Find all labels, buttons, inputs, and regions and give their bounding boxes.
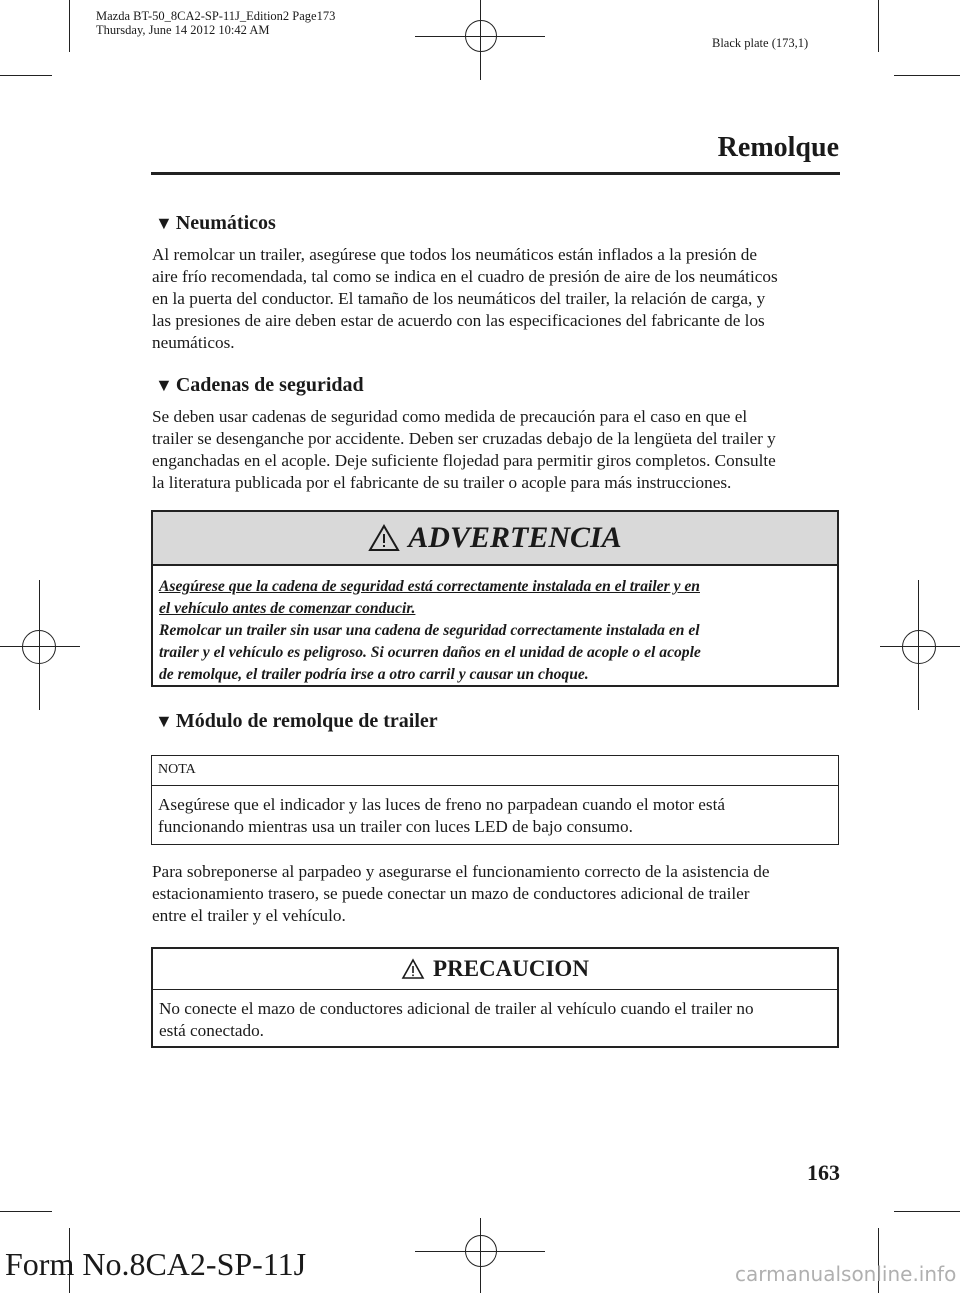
heading-text: Neumáticos: [175, 212, 276, 234]
warning-line: de remolque, el trailer podría irse a otro carril y causar un choque.: [159, 666, 589, 683]
warning-underlined-line: el vehículo antes de comenzar conducir.: [159, 600, 416, 617]
note-line: funcionando mientras usa un trailer con luces LED de bajo consumo.: [158, 817, 633, 836]
note-title: NOTA: [152, 756, 838, 786]
warning-box: [151, 510, 839, 687]
note-box: [151, 755, 839, 845]
caution-body: [153, 990, 837, 1042]
text-line: la literatura publicada por el fabricante de su trailer o acople para más instrucciones.: [152, 473, 732, 492]
note-body: [152, 786, 838, 838]
text-line: en la puerta del conductor. El tamaño de los neumáticos del trailer, la relación de carga, y: [152, 289, 766, 308]
heading-text: Cadenas de seguridad: [175, 374, 364, 396]
text-line: Para sobreponerse al parpadeo y asegurarse el funcionamiento correcto de la asistencia de: [152, 862, 770, 881]
text-line: trailer se desenganche por accidente. Deben ser cruzadas debajo de la lengüeta del trailer y: [152, 429, 776, 448]
registration-mark-bottom: [415, 1218, 545, 1293]
registration-mark-right: [880, 580, 960, 710]
warning-title: ADVERTENCIA: [408, 521, 622, 554]
warning-line: trailer y el vehículo es peligroso. Si ocurren daños en el unidad de acople o el acople: [159, 644, 701, 661]
warning-underlined-line: Asegúrese que la cadena de seguridad está correctamente instalada en el trailer y en: [159, 578, 700, 595]
text-line: Se deben usar cadenas de seguridad como medida de precaución para el caso en que el: [152, 407, 748, 426]
text-line: neumáticos.: [152, 333, 235, 352]
form-number: Form No.8CA2-SP-11J: [5, 1246, 307, 1282]
warning-triangle-icon: [368, 524, 400, 552]
section-title: Remolque: [717, 132, 839, 163]
text-line: aire frío recomendada, tal como se indica en el cuadro de presión de aire de los neumáticos: [152, 267, 778, 286]
watermark: carmanualsonline.info: [735, 1262, 957, 1286]
text-line: estacionamiento trasero, se puede conectar un mazo de conductores adicional de trailer: [152, 884, 750, 903]
down-triangle-icon: ▼: [155, 213, 173, 233]
registration-mark-top: [415, 0, 545, 80]
down-triangle-icon: ▼: [155, 375, 173, 395]
plate-label: Black plate (173,1): [712, 36, 809, 50]
caution-line: No conecte el mazo de conductores adicional de trailer al vehículo cuando el trailer no: [159, 999, 754, 1018]
caution-header: [153, 949, 837, 990]
warning-line: Remolcar un trailer sin usar una cadena de seguridad correctamente instalada en el: [159, 622, 700, 639]
print-date-line: Thursday, June 14 2012 10:42 AM: [96, 23, 270, 37]
page-number: 163: [807, 1160, 840, 1185]
paragraph-neumaticos: [152, 244, 842, 354]
registration-mark-left: [0, 580, 80, 710]
text-line: entre el trailer y el vehículo.: [152, 906, 346, 925]
paragraph-cadenas: [152, 406, 842, 494]
warning-body: [153, 566, 837, 686]
caution-line: está conectado.: [159, 1021, 264, 1040]
heading-text: Módulo de remolque de trailer: [175, 710, 438, 732]
heading-neumaticos: [155, 212, 276, 235]
print-file-line: Mazda BT-50_8CA2-SP-11J_Edition2 Page173: [96, 9, 336, 23]
down-triangle-icon: ▼: [155, 711, 173, 731]
paragraph-modulo: [152, 861, 842, 927]
caution-title: PRECAUCION: [433, 956, 589, 981]
note-line: Asegúrese que el indicador y las luces de freno no parpadean cuando el motor está: [158, 795, 725, 814]
warning-triangle-icon: [401, 958, 425, 980]
heading-modulo: [155, 710, 438, 733]
text-line: las presiones de aire deben estar de acuerdo con las especificaciones del fabricante de los: [152, 311, 765, 330]
text-line: enganchadas en el acople. Deje suficiente flojedad para permitir giros completos. Consulte: [152, 451, 776, 470]
heading-cadenas: [155, 374, 364, 397]
text-line: Al remolcar un trailer, asegúrese que todos los neumáticos están inflados a la presión de: [152, 245, 757, 264]
caution-box: [151, 947, 839, 1048]
warning-header: [153, 512, 837, 566]
title-rule: [151, 172, 840, 175]
